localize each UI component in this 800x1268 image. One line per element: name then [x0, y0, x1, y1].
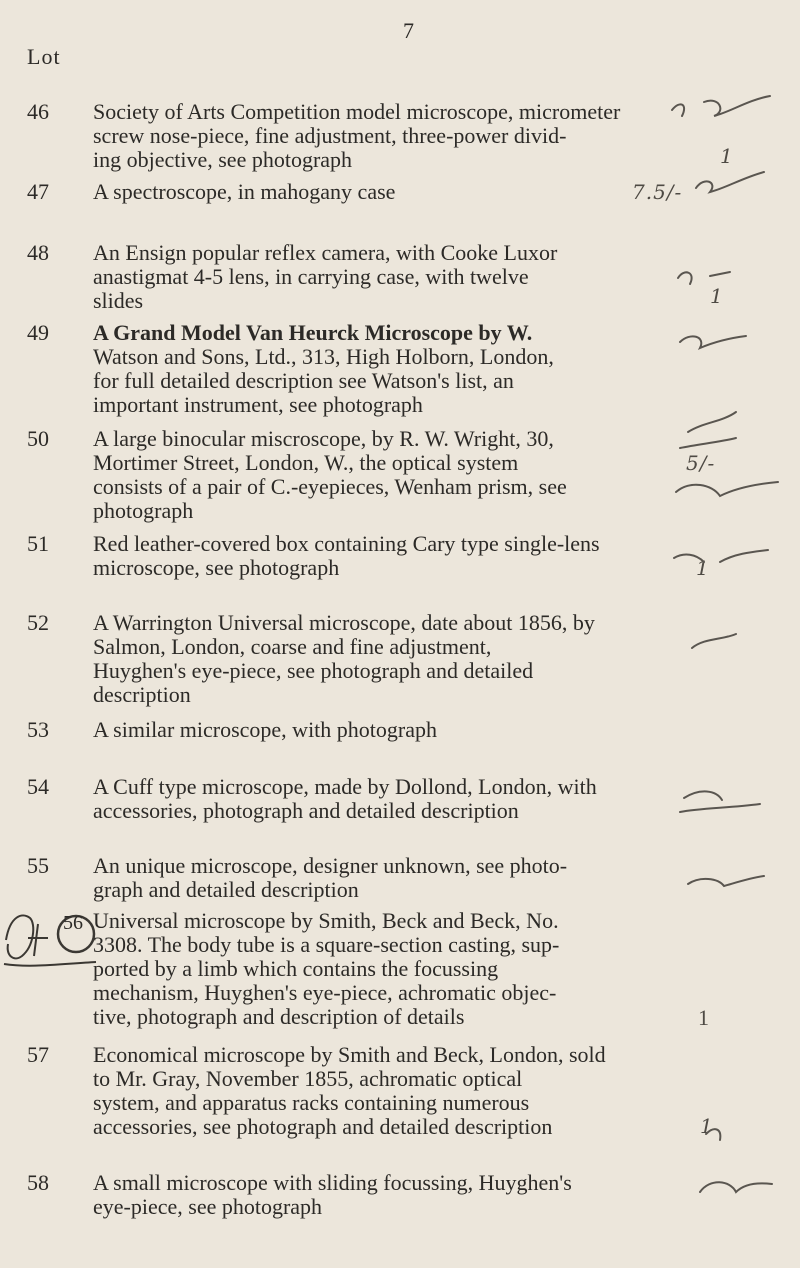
- description-line: Universal microscope by Smith, Beck and Beck, No.: [93, 908, 559, 933]
- description-line: eye-piece, see photograph: [93, 1194, 323, 1219]
- lot-quantity: 1: [698, 1005, 710, 1030]
- description-line: photograph: [93, 498, 194, 523]
- lot-column-header: Lot: [27, 44, 61, 69]
- lot-number: 57: [27, 1042, 49, 1067]
- lot-description: [93, 1043, 667, 1139]
- lot-number: 50: [27, 426, 49, 451]
- lot-entry: [27, 909, 667, 1029]
- lot-description: [93, 611, 667, 707]
- description-line: Mortimer Street, London, W., the optical system: [93, 450, 519, 475]
- handwritten-price: 5/-: [686, 451, 716, 475]
- description-line: screw nose-piece, fine adjustment, three-power divid-: [93, 123, 567, 148]
- description-line: Red leather-covered box containing Cary type single-lens: [93, 531, 600, 556]
- lot-entry: [27, 100, 667, 172]
- description-line: microscope, see photograph: [93, 555, 340, 580]
- description-line: description: [93, 682, 191, 707]
- description-line: A Cuff type microscope, made by Dollond, London, with: [93, 774, 597, 799]
- description-line: A Grand Model Van Heurck Microscope by W.: [93, 320, 533, 345]
- lot-number: 51: [27, 531, 49, 556]
- lot-number: 47: [27, 179, 49, 204]
- lot-description: [93, 1171, 667, 1219]
- description-line: A small microscope with sliding focussing, Huyghen's: [93, 1170, 572, 1195]
- description-line: system, and apparatus racks containing numerous: [93, 1090, 530, 1115]
- description-line: 3308. The body tube is a square-section casting, sup-: [93, 932, 560, 957]
- description-line: mechanism, Huyghen's eye-piece, achromatic objec-: [93, 980, 557, 1005]
- lot-number: 55: [27, 853, 49, 878]
- page-mark: 7: [403, 18, 414, 43]
- lot-entry: [27, 532, 667, 580]
- lot-description: [93, 909, 667, 1029]
- description-line: accessories, see photograph and detailed description: [93, 1114, 553, 1139]
- lot-entry: [27, 611, 667, 707]
- lot-entry: [27, 775, 667, 823]
- lot-description: [93, 100, 667, 172]
- description-line: Economical microscope by Smith and Beck, London, sold: [93, 1042, 606, 1067]
- description-line: An Ensign popular reflex camera, with Cooke Luxor: [93, 240, 558, 265]
- lot-entry: [27, 241, 667, 313]
- circled-lot-number: 56: [63, 912, 83, 934]
- lot-description: [93, 427, 667, 523]
- lot-entry: [27, 180, 667, 204]
- description-line: A Warrington Universal microscope, date about 1856, by: [93, 610, 595, 635]
- description-line: anastigmat 4-5 lens, in carrying case, with twelve: [93, 264, 529, 289]
- lot-number: 58: [27, 1170, 49, 1195]
- lot-description: [93, 775, 667, 823]
- description-line: slides: [93, 288, 144, 313]
- lot-entry: [27, 1043, 667, 1139]
- lot-quantity: 1: [696, 556, 710, 580]
- description-line: Huyghen's eye-piece, see photograph and detailed: [93, 658, 534, 683]
- handwritten-price: 7.5/-: [632, 180, 683, 204]
- lot-quantity: 1: [700, 1114, 714, 1138]
- description-line: graph and detailed description: [93, 877, 359, 902]
- description-line: A similar microscope, with photograph: [93, 717, 437, 742]
- description-line: tive, photograph and description of details: [93, 1004, 465, 1029]
- description-line: Watson and Sons, Ltd., 313, High Holborn, London,: [93, 344, 554, 369]
- description-line: for full detailed description see Watson's list, an: [93, 368, 514, 393]
- description-line: An unique microscope, designer unknown, see photo-: [93, 853, 568, 878]
- lot-description: [93, 532, 667, 580]
- lot-entry: [27, 321, 667, 417]
- handwritten-circle-annotation: [0, 904, 100, 976]
- lot-description: [93, 321, 667, 417]
- description-line: consists of a pair of C.-eyepieces, Wenham prism, see: [93, 474, 567, 499]
- description-line: Society of Arts Competition model microscope, micrometer: [93, 99, 621, 124]
- description-line: A spectroscope, in mahogany case: [93, 179, 396, 204]
- lot-number: 53: [27, 717, 49, 742]
- lot-entry: [27, 854, 667, 902]
- lot-entry: [27, 1171, 667, 1219]
- lot-entry: [27, 718, 667, 742]
- lot-description: [93, 241, 667, 313]
- lot-number: 49: [27, 320, 49, 345]
- lot-description: [93, 854, 667, 902]
- description-line: important instrument, see photograph: [93, 392, 423, 417]
- description-line: ported by a limb which contains the focussing: [93, 956, 499, 981]
- description-line: to Mr. Gray, November 1855, achromatic optical: [93, 1066, 523, 1091]
- lot-entry: [27, 427, 667, 523]
- lot-number: 54: [27, 774, 49, 799]
- lot-number: 46: [27, 99, 49, 124]
- description-line: ing objective, see photograph: [93, 147, 353, 172]
- lot-quantity: 1: [710, 284, 724, 308]
- handwritten-margin-annotations: [660, 92, 790, 1222]
- description-line: A large binocular miscroscope, by R. W. Wright, 30,: [93, 426, 554, 451]
- lot-description: [93, 180, 667, 204]
- description-line: accessories, photograph and detailed description: [93, 798, 519, 823]
- description-line: Salmon, London, coarse and fine adjustment,: [93, 634, 492, 659]
- lot-number: 48: [27, 240, 49, 265]
- lot-quantity: 1: [720, 144, 734, 168]
- lot-number: 52: [27, 610, 49, 635]
- lot-description: [93, 718, 667, 742]
